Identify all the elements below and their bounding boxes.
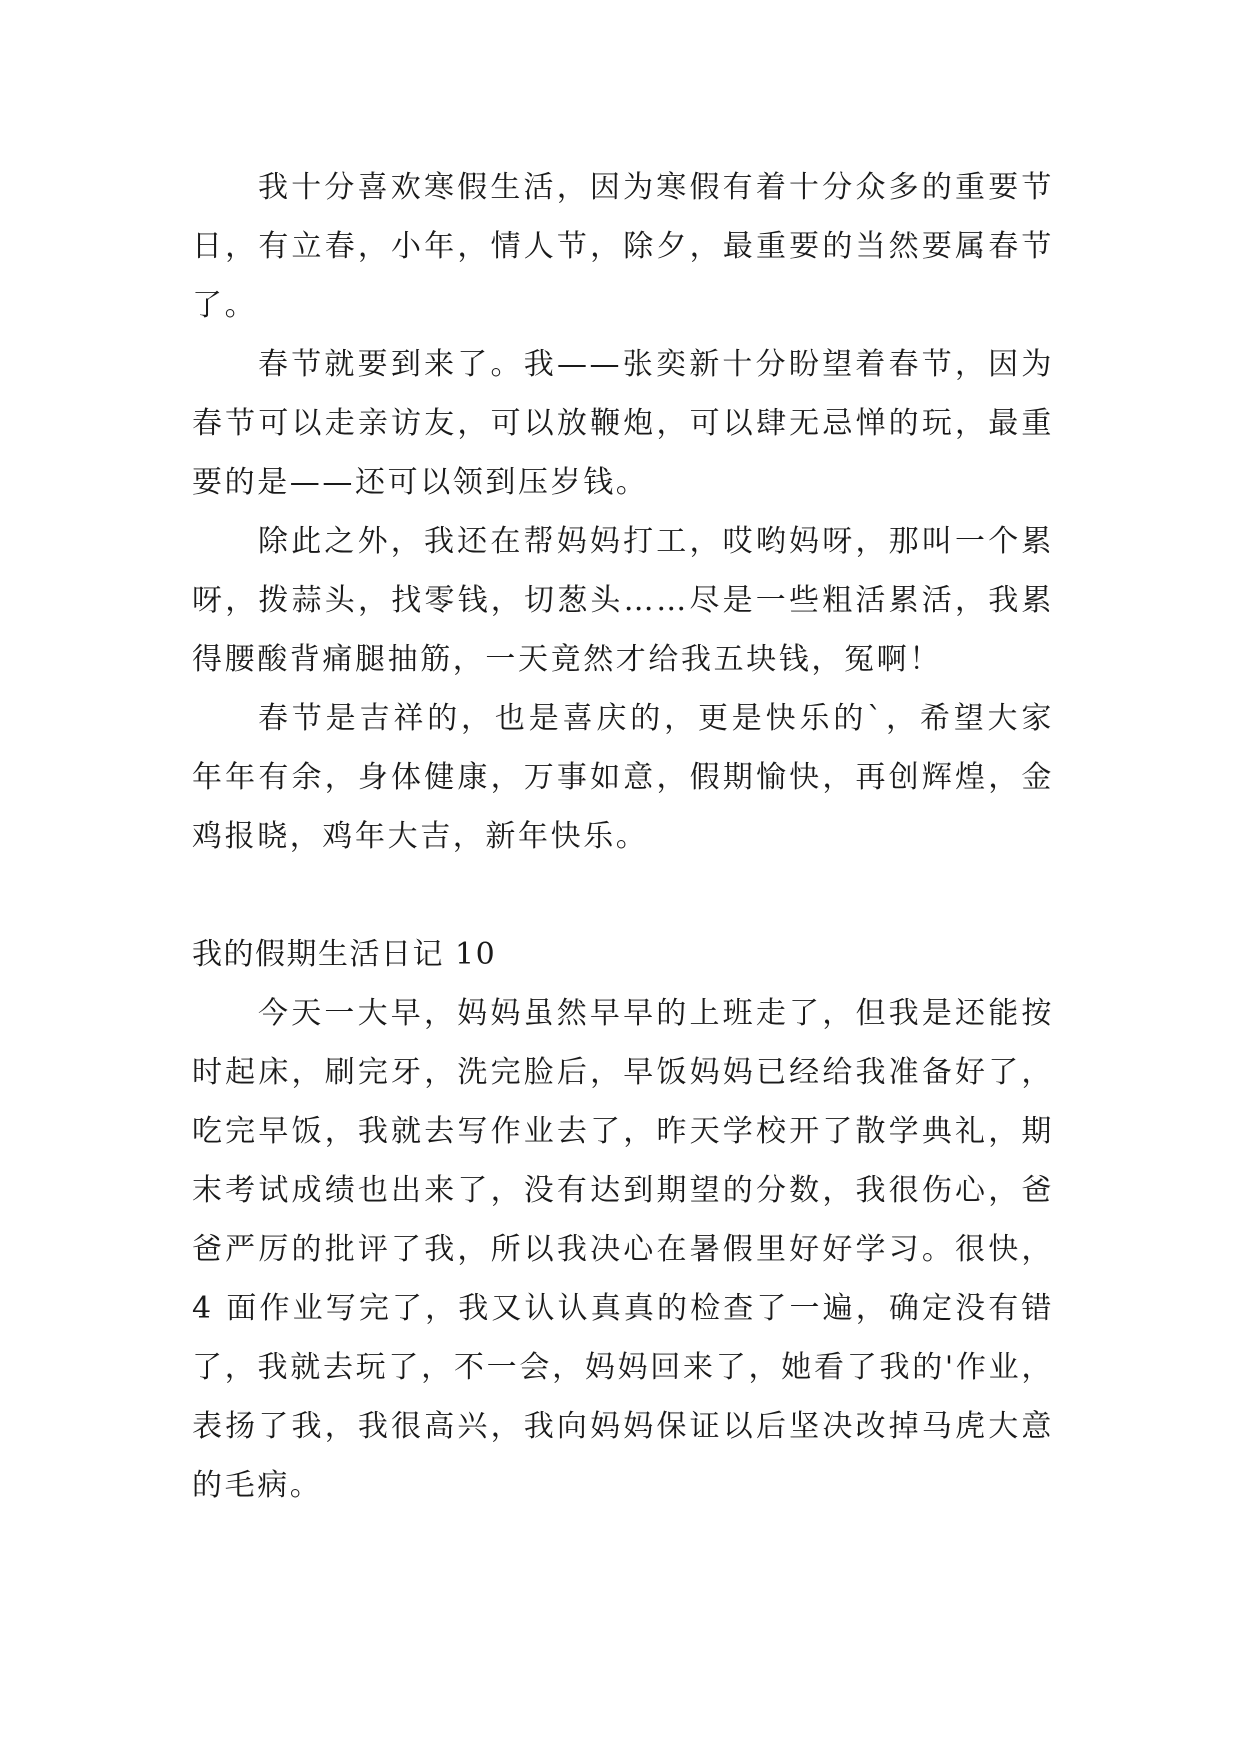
document-body <box>192 158 1054 1515</box>
section-title: 我的假期生活日记 10 <box>192 937 497 972</box>
paragraph-diary-entry: 今天一大早，妈妈虽然早早的上班走了，但我是还能按时起床，刷完牙，洗完脸后，早饭妈妈已经给我准备好了，吃完早饭，我就去写作业去了，昨天学校开了散学典礼，期末考试成绩也出来了，没有达到期望的分数，我很伤心，爸爸严厉的批评了我，所以我决心在暑假里好好学习。很快，4 面作业写完了，我又认认真真的检查了一遍，确定没有错了，我就去玩了，不一会，妈妈回来了，她看了我的'作业，表扬了我，我很高兴，我向妈妈保证以后坚决改掉马虎大意的毛病。 <box>192 996 1054 1503</box>
paragraph-new-year-wishes: 春节是吉祥的，也是喜庆的，更是快乐的`，希望大家年年有余，身体健康，万事如意，假期愉快，再创辉煌，金鸡报晓，鸡年大吉，新年快乐。 <box>192 701 1054 854</box>
paragraph-winter-vacation: 我十分喜欢寒假生活，因为寒假有着十分众多的重要节日，有立春，小年，情人节，除夕，最重要的当然要属春节了。 <box>192 170 1054 323</box>
paragraph-helping-mom: 除此之外，我还在帮妈妈打工，哎哟妈呀，那叫一个累呀，拨蒜头，找零钱，切葱头……尽是一些粗活累活，我累得腰酸背痛腿抽筋，一天竟然才给我五块钱，冤啊！ <box>192 524 1054 677</box>
paragraph-spring-festival: 春节就要到来了。我——张奕新十分盼望着春节，因为春节可以走亲访友，可以放鞭炮，可以肆无忌惮的玩，最重要的是——还可以领到压岁钱。 <box>192 347 1054 500</box>
